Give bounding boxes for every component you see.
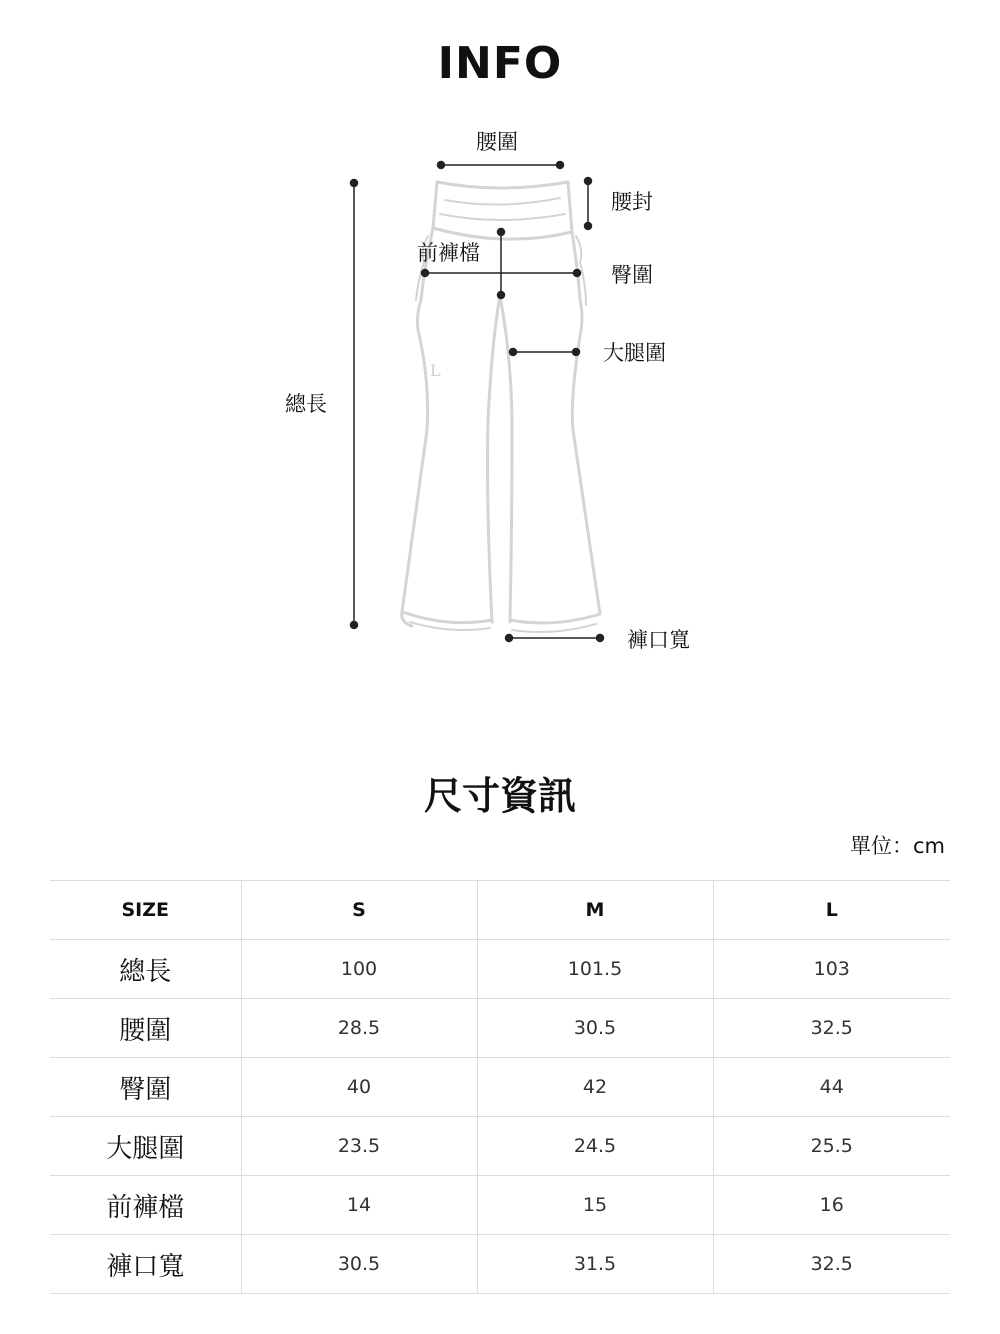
cell-value: 15: [477, 1176, 713, 1235]
header-m: M: [477, 881, 713, 940]
table-row: [50, 940, 950, 999]
label-waistband: 腰封: [611, 190, 653, 214]
cell-value: 28.5: [241, 999, 477, 1058]
label-hem: 褲口寬: [627, 628, 690, 652]
row-label: 大腿圍: [50, 1117, 241, 1176]
table-row: [50, 1176, 950, 1235]
cell-value: 32.5: [713, 999, 950, 1058]
header-size: SIZE: [50, 881, 241, 940]
cell-value: 30.5: [477, 999, 713, 1058]
brand-logo-icon: L: [430, 361, 441, 380]
size-info-title: 尺寸資訊: [423, 774, 576, 818]
cell-value: 30.5: [241, 1235, 477, 1294]
row-label: 前褲檔: [50, 1176, 241, 1235]
table-row: [50, 1117, 950, 1176]
label-hip: 臀圍: [611, 263, 653, 287]
info-title: INFO: [437, 38, 563, 89]
cell-value: 103: [713, 940, 950, 999]
label-thigh: 大腿圍: [603, 341, 666, 365]
row-label: 臀圍: [50, 1058, 241, 1117]
row-label: 褲口寬: [50, 1235, 241, 1294]
row-label: 腰圍: [50, 999, 241, 1058]
label-total-length: 總長: [285, 392, 327, 416]
cell-value: 14: [241, 1176, 477, 1235]
cell-value: 16: [713, 1176, 950, 1235]
table-row: [50, 999, 950, 1058]
table-header-row: [50, 881, 950, 940]
table-row: [50, 1058, 950, 1117]
cell-value: 31.5: [477, 1235, 713, 1294]
cell-value: 101.5: [477, 940, 713, 999]
cell-value: 42: [477, 1058, 713, 1117]
row-label: 總長: [50, 940, 241, 999]
header-s: S: [241, 881, 477, 940]
cell-value: 100: [241, 940, 477, 999]
cell-value: 32.5: [713, 1235, 950, 1294]
unit-label: 單位：cm: [849, 834, 945, 858]
table-row: [50, 1235, 950, 1294]
cell-value: 25.5: [713, 1117, 950, 1176]
cell-value: 24.5: [477, 1117, 713, 1176]
label-waist: 腰圍: [476, 130, 518, 154]
cell-value: 44: [713, 1058, 950, 1117]
label-front-rise: 前褲檔: [417, 241, 480, 265]
size-table: [50, 880, 950, 1294]
cell-value: 23.5: [241, 1117, 477, 1176]
header-l: L: [713, 881, 950, 940]
cell-value: 40: [241, 1058, 477, 1117]
